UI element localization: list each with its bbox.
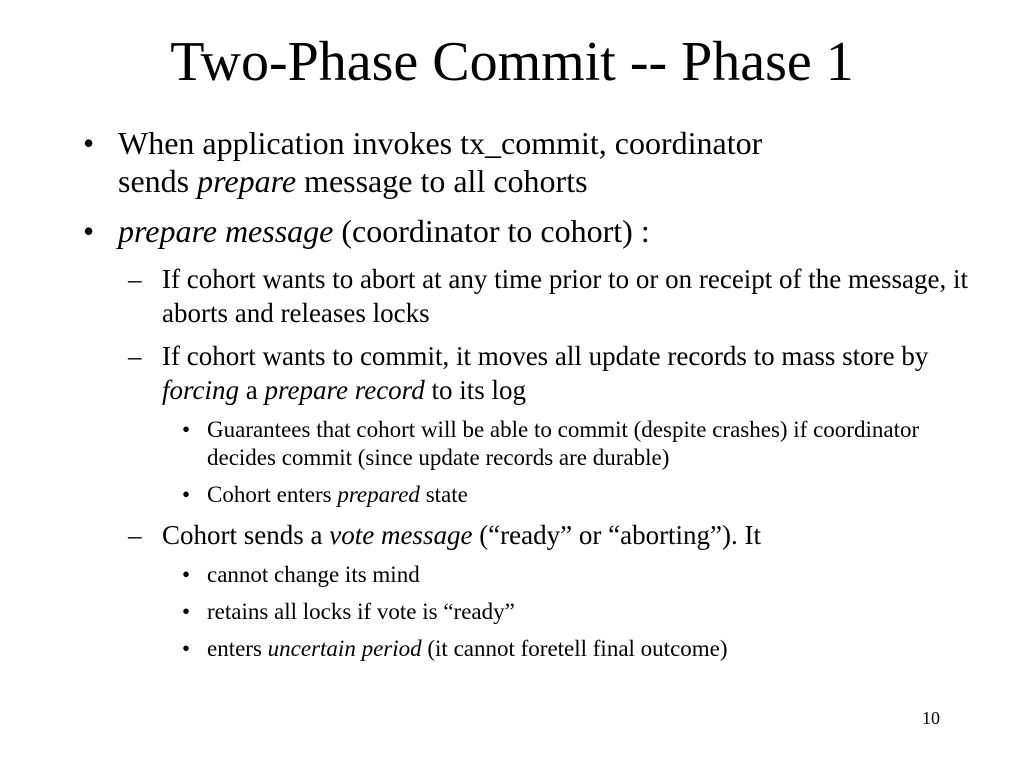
bullet-icon: • xyxy=(182,562,191,587)
page-number: 10 xyxy=(922,708,940,728)
bullet-icon: • xyxy=(83,213,95,249)
sub-sub-bullet-item xyxy=(80,598,980,626)
sub-bullet-item xyxy=(80,339,980,407)
bullet-icon: • xyxy=(182,482,191,507)
sub-bullet-text: Cohort sends a vote message (“ready” or “aborting”). It xyxy=(162,520,762,550)
bullet-icon: • xyxy=(182,599,191,624)
bullet-icon: • xyxy=(182,417,191,442)
sub-sub-bullet-item xyxy=(80,635,980,663)
sub-sub-bullet-text: retains all locks if vote is “ready” xyxy=(207,599,515,624)
sub-bullet-item xyxy=(80,518,980,552)
sub-sub-bullet-text: Cohort enters prepared state xyxy=(207,482,468,507)
sub-sub-bullet-item xyxy=(80,481,980,509)
bullet-text: prepare message (coordinator to cohort) : xyxy=(118,213,650,249)
bullet-item xyxy=(80,124,980,200)
sub-sub-bullet-text: enters uncertain period (it cannot foretell final outcome) xyxy=(207,636,728,661)
sub-bullet-item xyxy=(80,262,980,330)
bullet-icon: • xyxy=(83,125,95,161)
dash-icon: – xyxy=(128,264,142,294)
bullet-icon: • xyxy=(182,636,191,661)
sub-bullet-text: If cohort wants to commit, it moves all update records to mass store by forcing a prepare record to its log xyxy=(162,341,929,405)
dash-icon: – xyxy=(128,341,142,371)
sub-sub-bullet-item xyxy=(80,416,980,472)
slide-body xyxy=(80,124,980,672)
bullet-text: When application invokes tx_commit, coordinator sends prepare message to all cohorts xyxy=(118,125,763,199)
bullet-item xyxy=(80,212,980,250)
sub-sub-bullet-item xyxy=(80,561,980,589)
dash-icon: – xyxy=(128,520,142,550)
sub-sub-bullet-text: Guarantees that cohort will be able to commit (despite crashes) if coordinator decides commit (since update records are durable) xyxy=(207,417,920,470)
sub-sub-bullet-text: cannot change its mind xyxy=(207,562,420,587)
slide-title: Two-Phase Commit -- Phase 1 xyxy=(170,31,854,93)
sub-bullet-text: If cohort wants to abort at any time prior to or on receipt of the message, it aborts and releases locks xyxy=(162,264,969,328)
